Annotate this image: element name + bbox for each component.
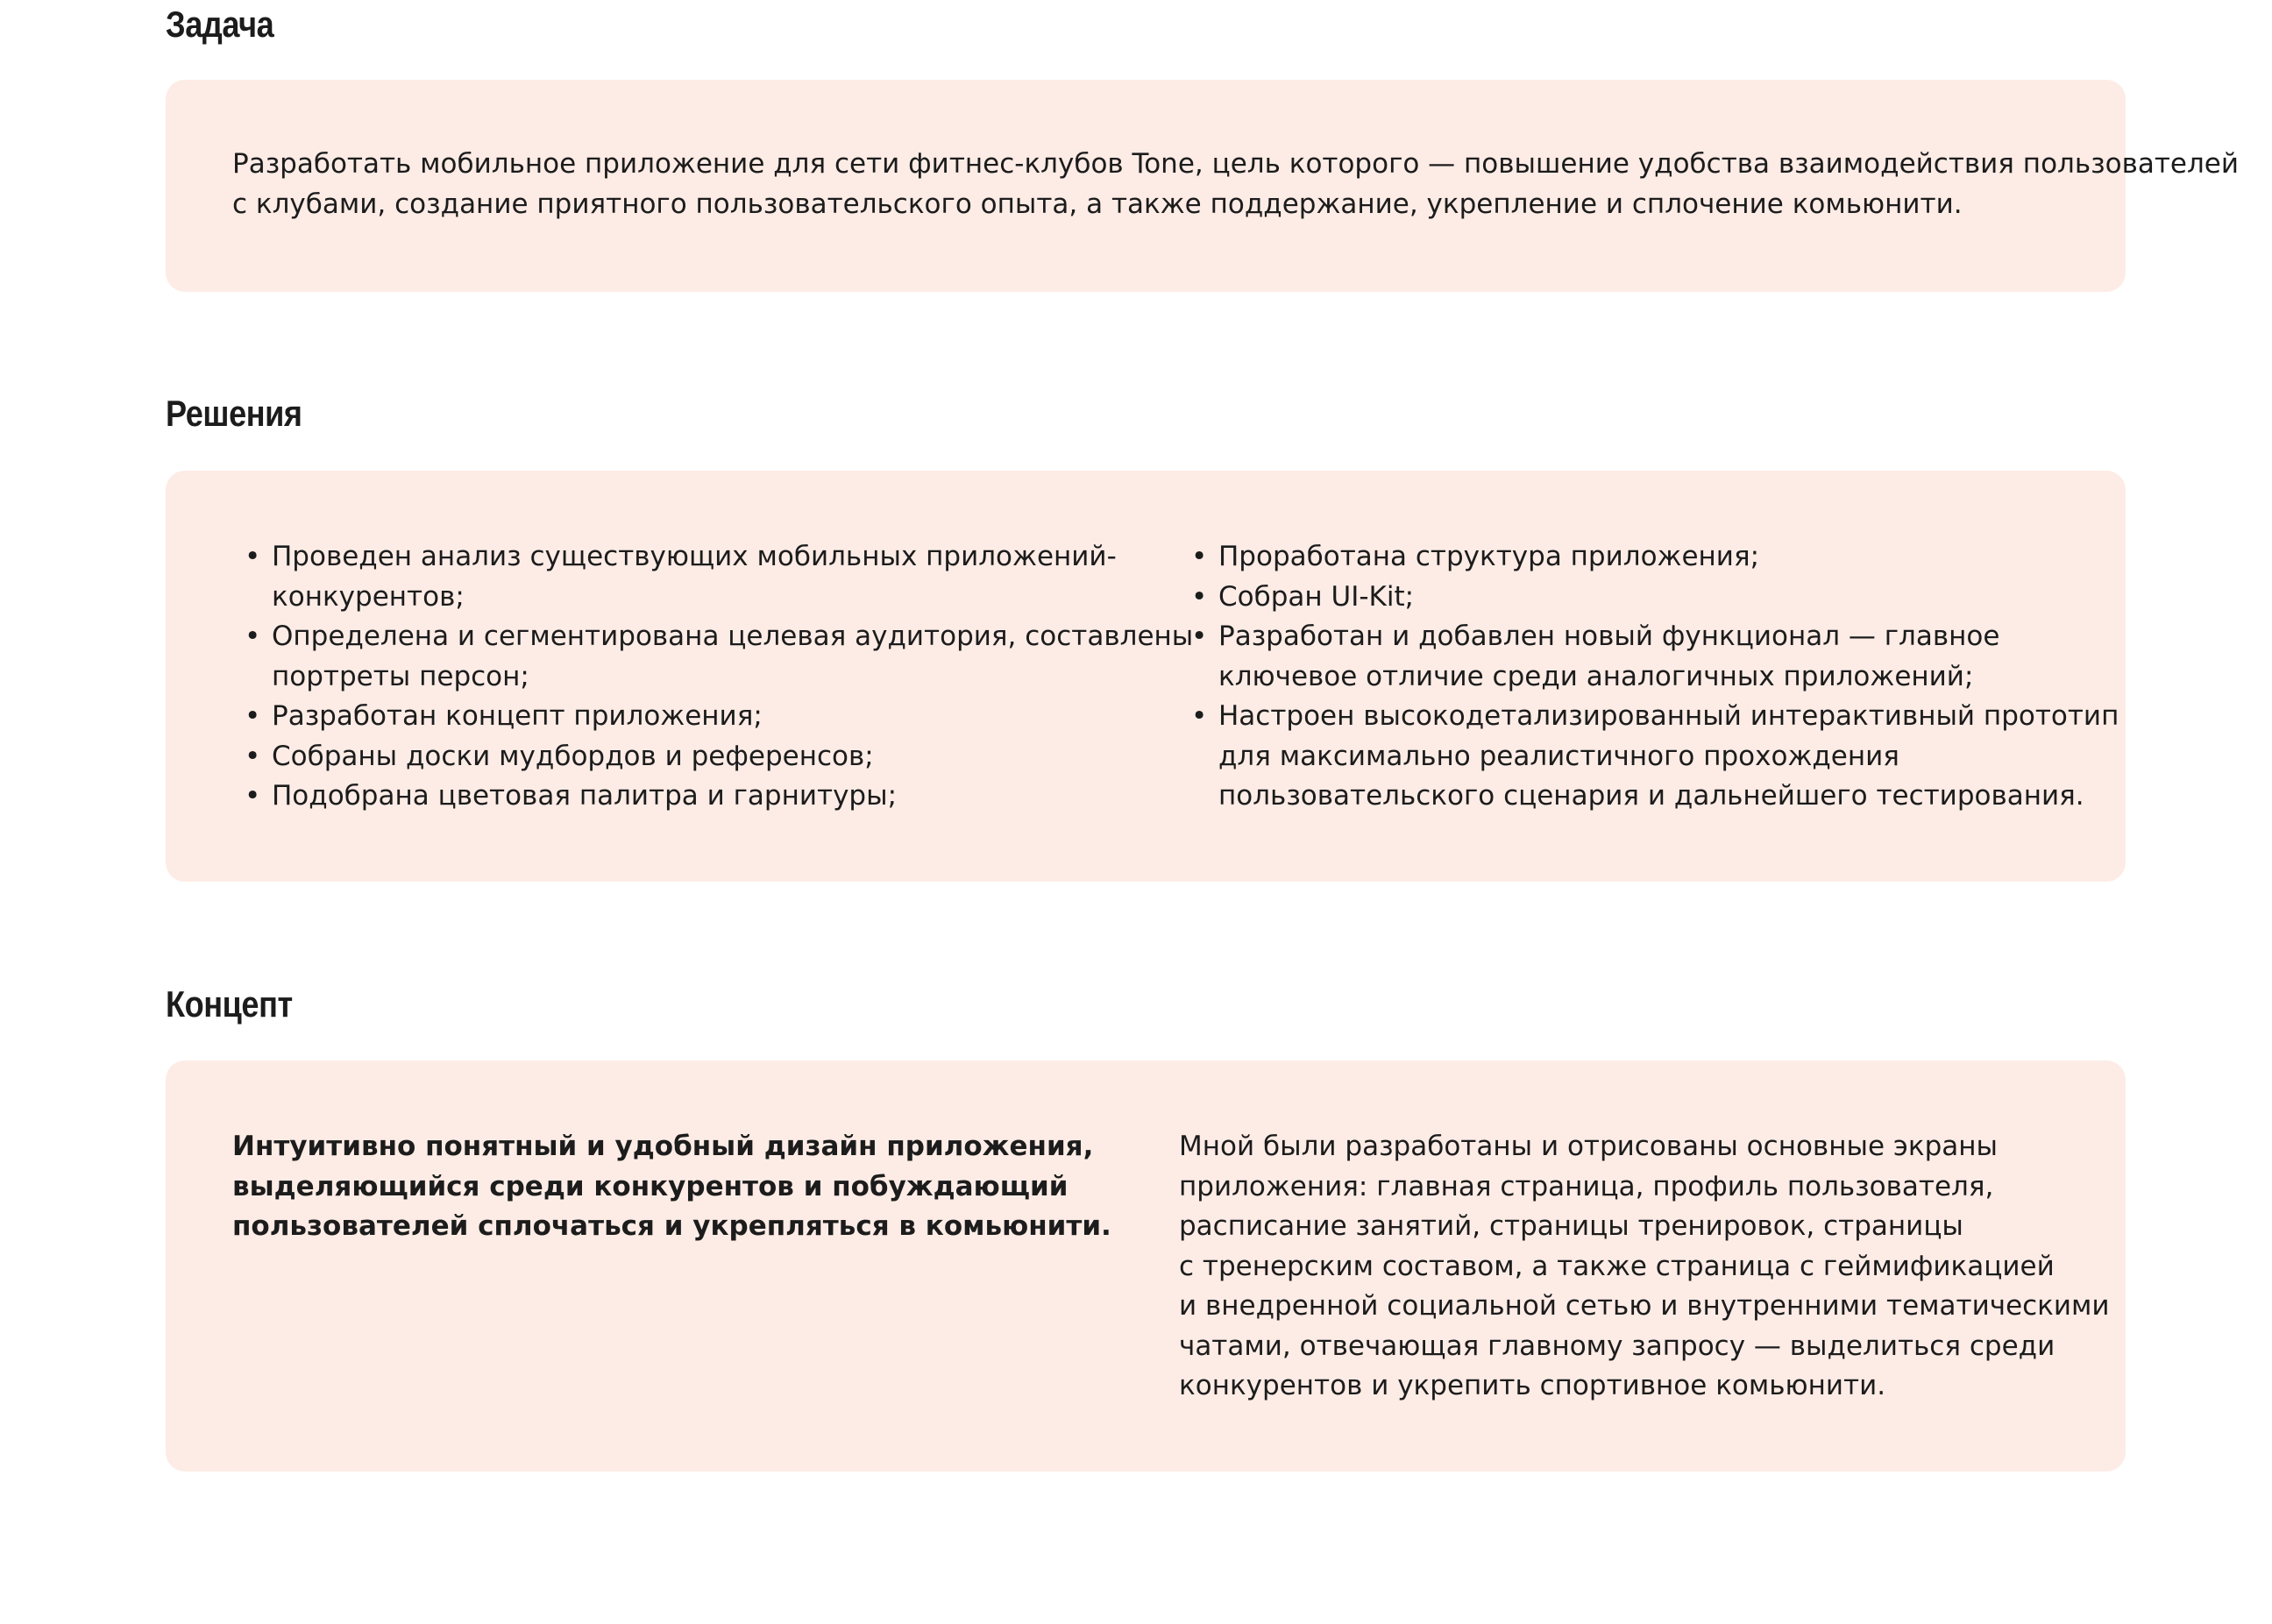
solution-list-item xyxy=(1179,697,2119,817)
bullet-icon: • xyxy=(245,541,261,572)
solution-item-line: Собран UI-Kit; xyxy=(1218,580,1415,613)
solution-list-item xyxy=(232,777,1109,817)
solution-item-line: Разработан и добавлен новый функционал — главное xyxy=(1218,621,2000,652)
task-text-line: Разработать мобильное приложение для сети фитнес-клубов Tone, цель которого — повышение удобства взаимодействия пользователей xyxy=(232,148,2240,180)
bullet-icon: • xyxy=(1191,541,1208,572)
section-title-solutions: Решения xyxy=(166,393,302,434)
solution-item-line: ключевое отличие среди аналогичных приложений; xyxy=(1218,660,1974,692)
solution-item-line: Собраны доски мудбордов и референсов; xyxy=(272,740,874,772)
bullet-icon: • xyxy=(245,700,261,732)
bullet-icon: • xyxy=(1191,621,1208,652)
concept-lead-line: выделяющийся среди конкурентов и побуждающий xyxy=(232,1170,1069,1202)
solution-list-item xyxy=(232,737,1109,777)
solution-list-item xyxy=(1179,537,2055,578)
concept-card xyxy=(166,1060,2126,1472)
solution-list-item xyxy=(232,537,1117,617)
bullet-icon: • xyxy=(1191,580,1208,613)
task-card xyxy=(166,80,2240,292)
solution-item-line: для максимально реалистичного прохождения xyxy=(1218,740,1899,772)
concept-lead-text xyxy=(232,1127,1111,1247)
solution-item-line: портреты персон; xyxy=(272,660,529,692)
solution-list-item xyxy=(1179,578,2055,618)
solutions-right-list xyxy=(1179,537,2119,817)
concept-body-line: конкурентов и укрепить спортивное комьюнити. xyxy=(1179,1370,1886,1401)
solution-item-line: Определена и сегментирована целевая аудитория, составлены xyxy=(272,621,1194,652)
bullet-icon: • xyxy=(245,780,261,812)
solution-item-line: конкурентов; xyxy=(272,580,465,613)
concept-lead-line: Интуитивно понятный и удобный дизайн приложения, xyxy=(232,1131,1094,1162)
concept-body-line: приложения: главная страница, профиль пользователя, xyxy=(1179,1170,1994,1202)
section-title-concept: Концепт xyxy=(166,983,293,1025)
task-text-line: с клубами, создание приятного пользовательского опыта, а также поддержание, укрепление и сплочение комьюнити. xyxy=(232,188,1963,220)
concept-body-line: с тренерским составом, а также страница с геймификацией xyxy=(1179,1250,2055,1282)
bullet-icon: • xyxy=(245,621,261,652)
concept-body-line: чатами, отвечающая главному запросу — выделиться среди xyxy=(1179,1330,2055,1362)
solution-list-item xyxy=(232,697,1109,737)
solution-item-line: Подобрана цветовая палитра и гарнитуры; xyxy=(272,780,898,812)
solutions-card xyxy=(166,471,2126,882)
section-title-task: Задача xyxy=(166,4,274,45)
concept-body-line: расписание занятий, страницы тренировок, страницы xyxy=(1179,1210,1963,1242)
solution-item-line: Настроен высокодетализированный интерактивный прототип xyxy=(1218,700,2119,732)
solutions-left-column xyxy=(232,537,1194,817)
concept-lead-line: пользователей сплочаться и укрепляться в комьюнити. xyxy=(232,1210,1111,1242)
bullet-icon: • xyxy=(1191,700,1208,732)
solution-item-line: Проработана структура приложения; xyxy=(1218,541,1760,572)
solution-item-line: Проведен анализ существующих мобильных приложений- xyxy=(272,541,1117,572)
solution-item-line: пользовательского сценария и дальнейшего тестирования. xyxy=(1218,780,2084,812)
solutions-left-list xyxy=(232,537,1194,817)
solution-item-line: Разработан концепт приложения; xyxy=(272,700,763,732)
concept-body-line: Мной были разработаны и отрисованы основные экраны xyxy=(1179,1131,1999,1162)
solution-list-item xyxy=(1179,617,2055,697)
bullet-icon: • xyxy=(245,740,261,772)
solution-list-item xyxy=(232,617,1194,697)
solutions-right-column xyxy=(1179,537,2119,817)
concept-body-line: и внедренной социальной сетью и внутренними тематическими xyxy=(1179,1290,2110,1322)
concept-body-text xyxy=(1179,1127,2110,1407)
